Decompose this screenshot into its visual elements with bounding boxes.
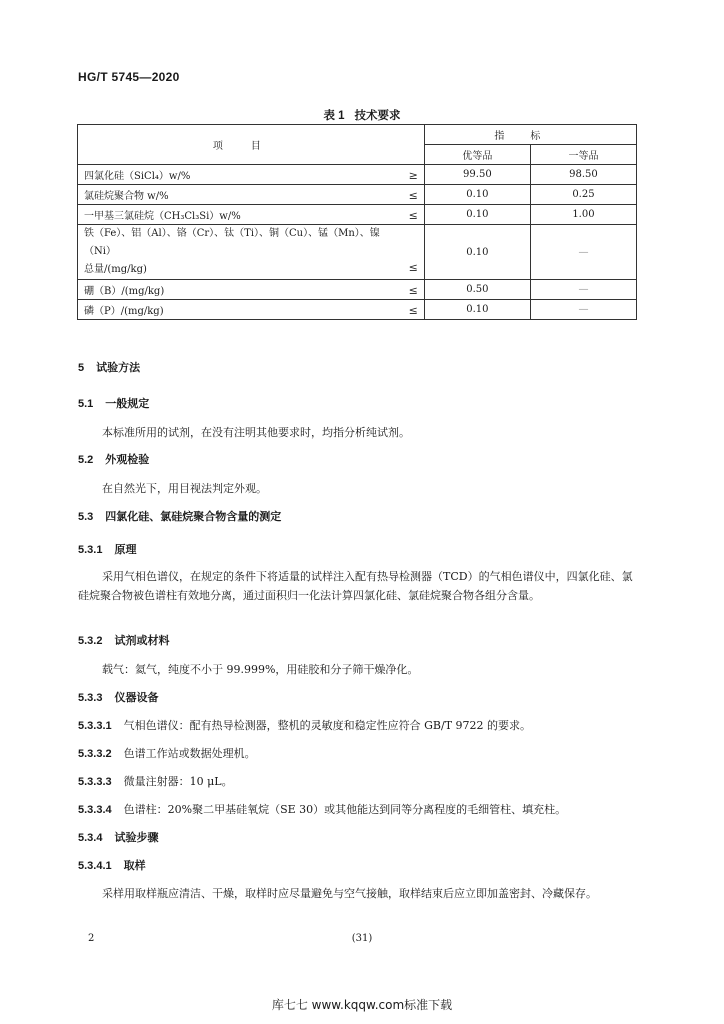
section-heading: 5.3.2 试剂或材料	[78, 634, 170, 647]
value-first: 1.00	[530, 205, 636, 225]
section-heading: 5.2 外观检验	[78, 453, 150, 466]
table-title-text: 技术要求	[354, 110, 401, 122]
value-first: —	[530, 225, 636, 280]
section-heading: 5.3.4 试验步骤	[78, 831, 159, 844]
section-heading: 5.3 四氯化硅、氯硅烷聚合物含量的测定	[78, 510, 282, 523]
standard-code: HG/T 5745—2020	[78, 70, 180, 84]
table-row	[78, 300, 637, 320]
table-row	[78, 165, 637, 185]
header-grade-first: 一等品	[530, 145, 636, 165]
download-watermark: 库七七 www.kqqw.com标准下载	[271, 998, 453, 1012]
table-number: 表 1	[323, 110, 345, 122]
technical-requirements-table	[77, 124, 637, 320]
header-item: 项目	[78, 125, 425, 165]
table-header-row	[78, 125, 637, 145]
table-row	[78, 225, 637, 280]
list-item: 5.3.3.2 色谱工作站或数据处理机。	[78, 747, 256, 760]
value-superior: 0.10	[424, 300, 530, 320]
value-first: 0.25	[530, 185, 636, 205]
center-page-number: (31)	[351, 933, 373, 944]
value-first: —	[530, 280, 636, 300]
section-heading: 5.3.3 仪器设备	[78, 691, 159, 704]
list-item: 5.3.3.3 微量注射器：10 μL。	[78, 775, 233, 788]
list-item: 5.3.3.1 气相色谱仪：配有热导检测器，整机的灵敏度和稳定性应符合 GB/T 9722 的要求。	[78, 719, 532, 732]
comparator: ≤	[408, 189, 418, 202]
value-superior: 0.50	[424, 280, 530, 300]
paragraph: 采用气相色谱仪，在规定的条件下将适量的试样注入配有热导检测器（TCD）的气相色谱仪中，四氯化硅、氯硅烷聚合物被色谱柱有效地分离，通过面积归一化法计算四氯化硅、氯硅烷聚合物各组分含量。	[78, 570, 633, 602]
paragraph: 载气：氦气，纯度不小于 99.999%，用硅胶和分子筛干燥净化。	[102, 663, 419, 676]
comparator: ≤	[408, 261, 418, 274]
value-first: 98.50	[530, 165, 636, 185]
paragraph: 本标准所用的试剂，在没有注明其他要求时，均指分析纯试剂。	[102, 426, 410, 439]
comparator: ≥	[408, 169, 418, 182]
row-item: 四氯化硅（SiCl₄）w/%	[84, 171, 191, 182]
row-item: 磷（P）/(mg/kg)	[84, 306, 164, 317]
value-superior: 0.10	[424, 205, 530, 225]
section-heading: 5.3.1 原理	[78, 543, 137, 556]
row-item: 氯硅烷聚合物 w/%	[84, 191, 169, 202]
row-item-line1: 铁（Fe）、铝（Al）、铬（Cr）、钛（Ti）、铜（Cu）、锰（Mn）、镍（Ni）	[84, 228, 380, 257]
table-row	[78, 185, 637, 205]
page-number: 2	[88, 933, 95, 944]
value-superior: 0.10	[424, 225, 530, 280]
value-first: —	[530, 300, 636, 320]
value-superior: 0.10	[424, 185, 530, 205]
header-grade-superior: 优等品	[424, 145, 530, 165]
comparator: ≤	[408, 209, 418, 222]
row-item: 硼（B）/(mg/kg)	[84, 286, 165, 297]
table-row	[78, 205, 637, 225]
row-item: 一甲基三氯硅烷（CH₃Cl₃Si）w/%	[84, 211, 241, 222]
row-item-line2: 总量/(mg/kg)	[84, 264, 147, 275]
paragraph: 在自然光下，用目视法判定外观。	[102, 482, 267, 495]
comparator: ≤	[408, 304, 418, 317]
list-item: 5.3.3.4 色谱柱：20%聚二甲基硅氧烷（SE 30）或其他能达到同等分离程度的毛细管柱、填充柱。	[78, 803, 567, 816]
section-heading: 5 试验方法	[78, 361, 141, 374]
comparator: ≤	[408, 284, 418, 297]
table-row	[78, 280, 637, 300]
paragraph: 采样用取样瓶应清洁、干燥，取样时应尽量避免与空气接触，取样结束后应立即加盖密封、冷藏保存。	[102, 887, 597, 900]
section-heading: 5.1 一般规定	[78, 397, 150, 410]
value-superior: 99.50	[424, 165, 530, 185]
header-index: 指标	[424, 125, 636, 145]
section-heading: 5.3.4.1 取样	[78, 859, 146, 872]
table-title	[0, 107, 724, 123]
